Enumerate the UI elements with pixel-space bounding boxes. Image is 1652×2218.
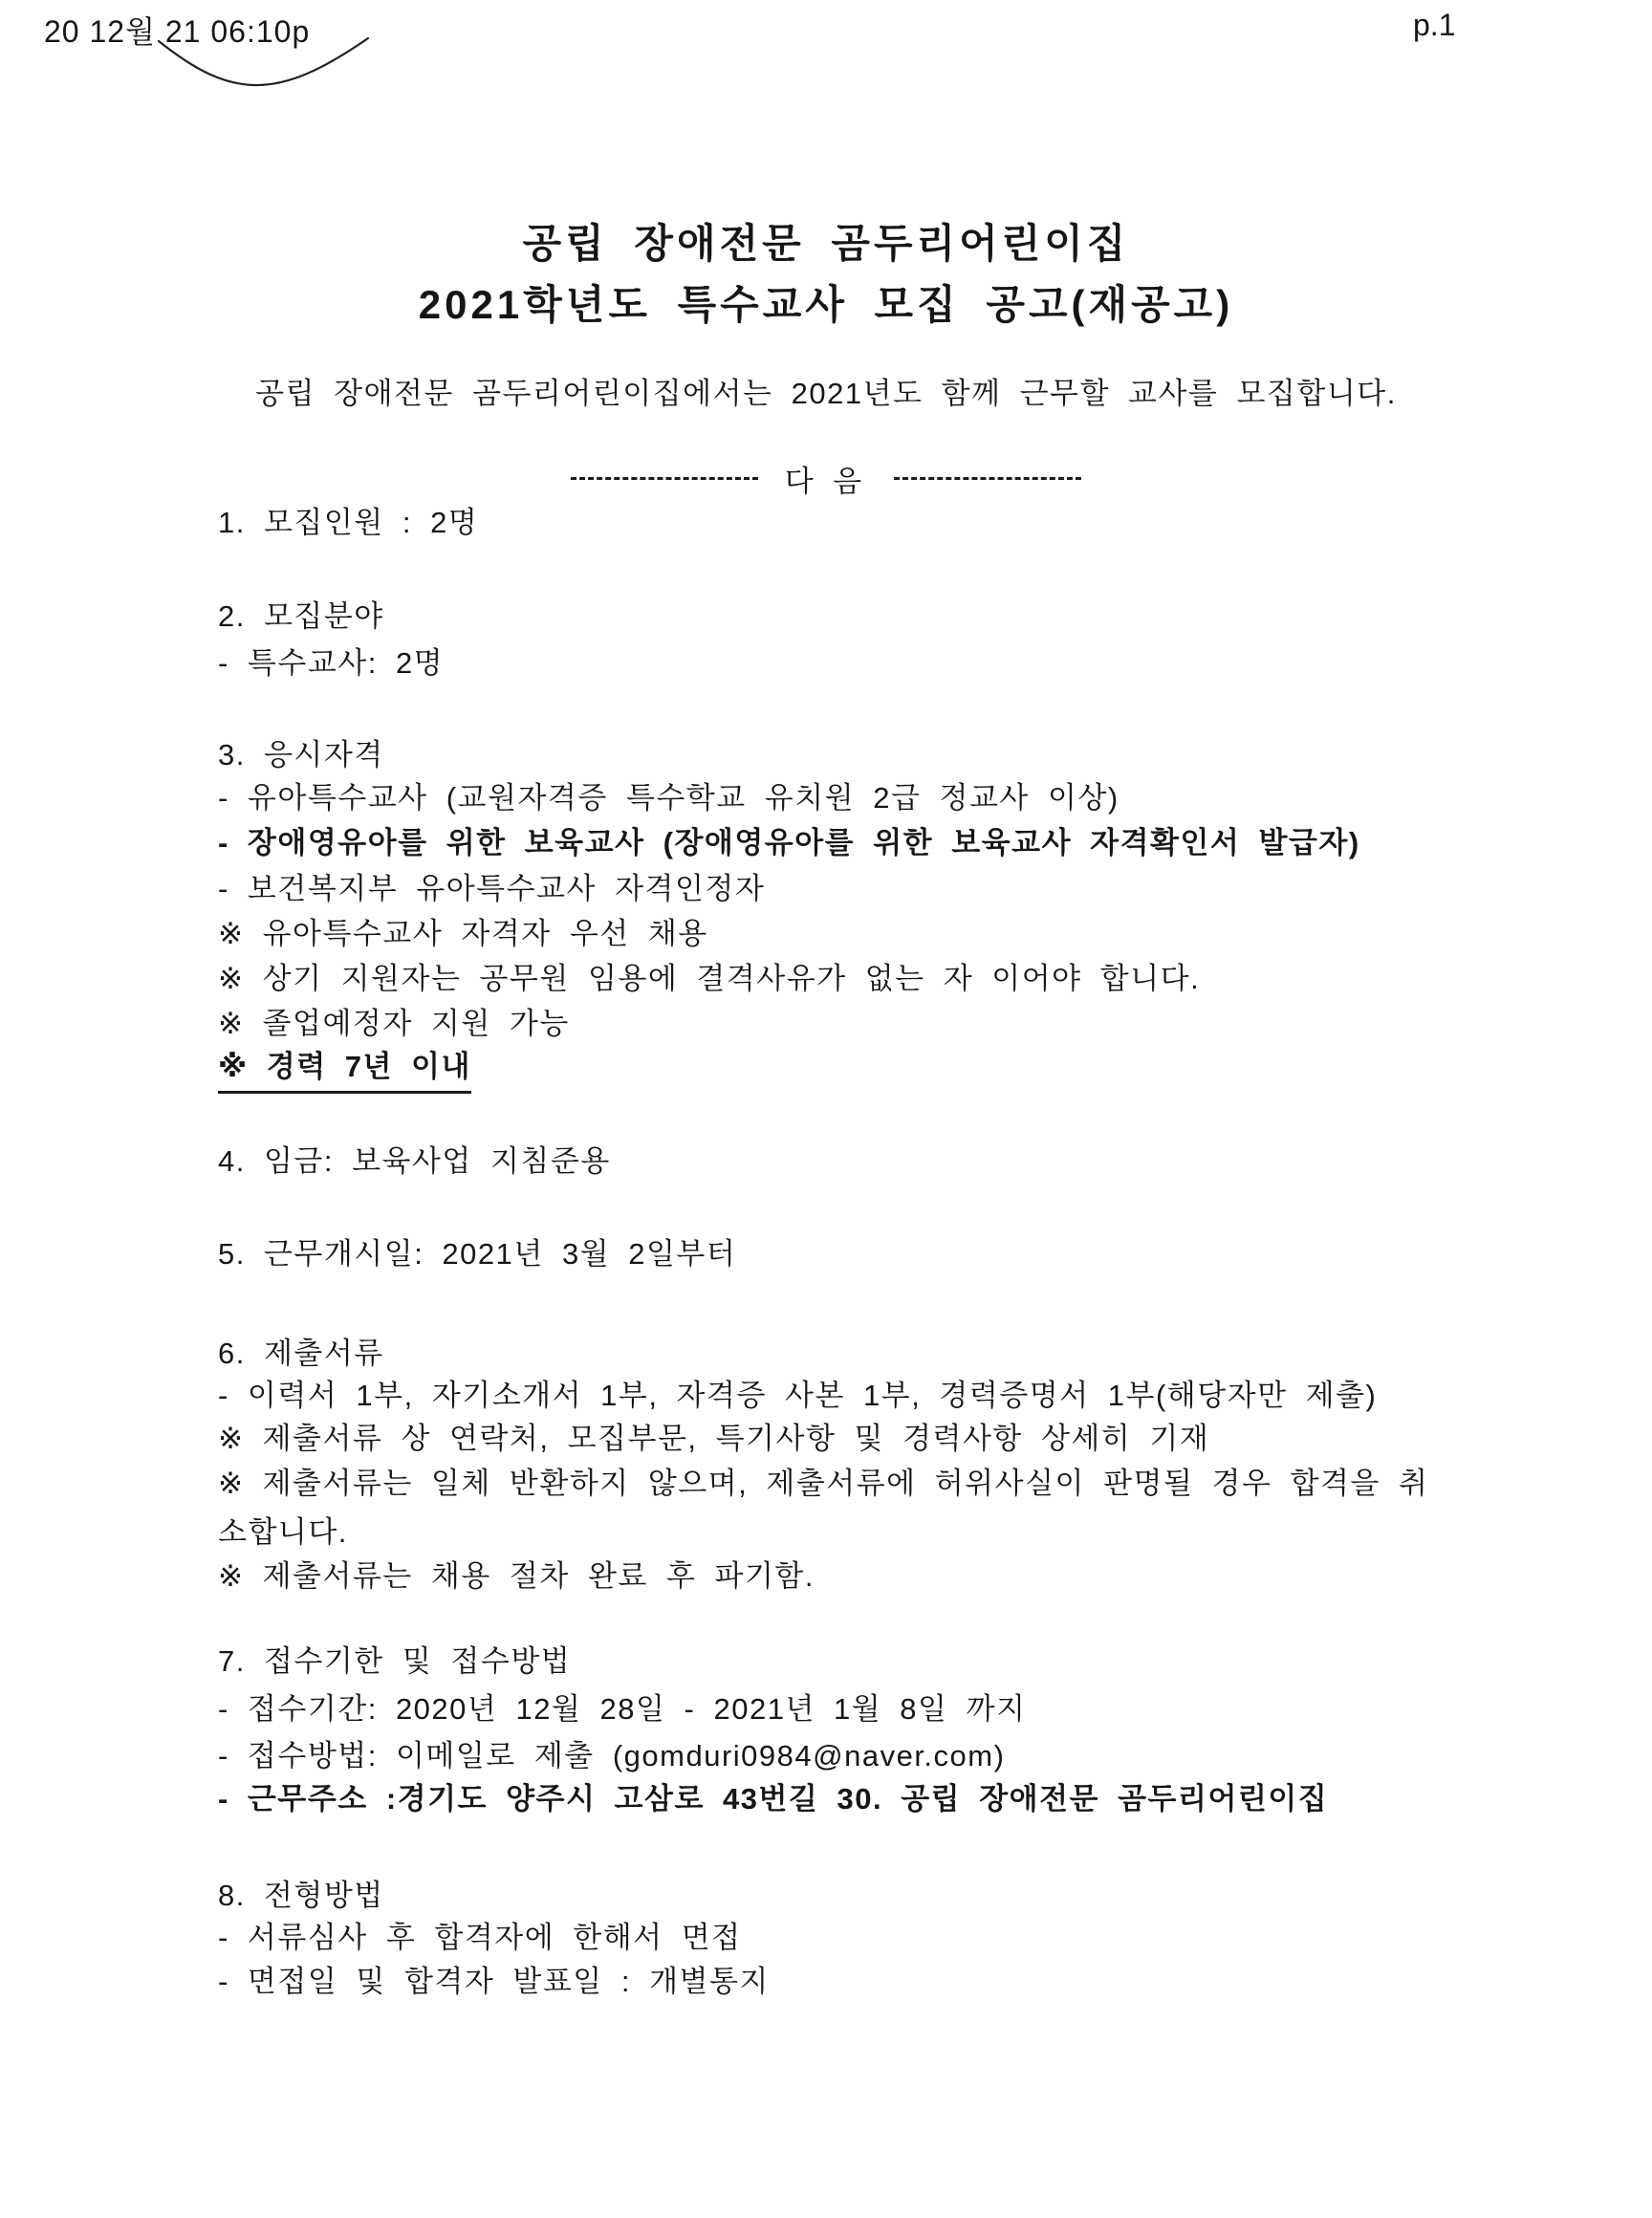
section-7-line-2: - 접수방법: 이메일로 제출 (gomduri0984@naver.com) xyxy=(218,1739,1006,1772)
scan-artifact-curve xyxy=(153,34,375,92)
intro-sentence: 공립 장애전문 곰두리어린이집에서는 2021년도 함께 근무할 교사를 모집합니다. xyxy=(255,377,1397,410)
section-2-title: 2. 모집분야 xyxy=(218,599,384,633)
section-5-title: 5. 근무개시일: 2021년 3월 2일부터 xyxy=(218,1237,737,1271)
divider-dash-left xyxy=(571,477,758,480)
divider-dash-right xyxy=(894,477,1081,480)
section-8-line-1: - 서류심사 후 합격자에 한해서 면접 xyxy=(218,1921,742,1954)
section-6-line-2: ※ 제출서류 상 연락처, 모집부문, 특기사항 및 경력사항 상세히 기재 xyxy=(218,1422,1210,1455)
fax-timestamp: 20 12월 21 06:10p xyxy=(44,14,311,49)
section-3-line-4: ※ 유아특수교사 자격자 우선 채용 xyxy=(218,917,708,950)
section-3-line-6: ※ 졸업예정자 지원 가능 xyxy=(218,1007,570,1040)
section-8-line-2: - 면접일 및 합격자 발표일 : 개별통지 xyxy=(218,1965,770,1998)
daeum-divider xyxy=(0,457,1652,500)
section-3-line-2: - 장애영유아를 위한 보육교사 (장애영유아를 위한 보육교사 자격확인서 발급자) xyxy=(218,826,1360,859)
section-6-title: 6. 제출서류 xyxy=(218,1337,384,1370)
section-7-line-1: - 접수기간: 2020년 12월 28일 - 2021년 1월 8일 까지 xyxy=(218,1692,1027,1726)
divider-label: 다 음 xyxy=(784,465,868,498)
section-2-line-1: - 특수교사: 2명 xyxy=(218,646,445,680)
section-3-line-7: ※ 경력 7년 이내 xyxy=(218,1042,471,1094)
section-3-title: 3. 응시자격 xyxy=(218,738,384,772)
section-4-title: 4. 임금: 보육사업 지침준용 xyxy=(218,1144,611,1178)
section-6-line-4: 소합니다. xyxy=(218,1515,348,1549)
section-3-line-3: - 보건복지부 유아특수교사 자격인정자 xyxy=(218,872,766,905)
section-3-line-1: - 유아특수교사 (교원자격증 특수학교 유치원 2급 정교사 이상) xyxy=(218,781,1119,815)
document-title-line1: 공립 장애전문 곰두리어린이집 xyxy=(522,221,1130,266)
section-6-line-5: ※ 제출서류는 채용 절차 완료 후 파기함. xyxy=(218,1559,815,1593)
fax-page-number: p.1 xyxy=(1413,8,1456,42)
section-1-title: 1. 모집인원 : 2명 xyxy=(218,506,479,539)
document-title-line2: 2021학년도 특수교사 모집 공고(재공고) xyxy=(418,282,1234,327)
section-7-title: 7. 접수기한 및 접수방법 xyxy=(218,1644,572,1678)
section-6-line-1: - 이력서 1부, 자기소개서 1부, 자격증 사본 1부, 경력증명서 1부(해당자만 제출) xyxy=(218,1379,1378,1412)
section-7-line-3: - 근무주소 :경기도 양주시 고삼로 43번길 30. 공립 장애전문 곰두리어린이집 xyxy=(218,1782,1329,1816)
section-6-line-3: ※ 제출서류는 일체 반환하지 않으며, 제출서류에 허위사실이 판명될 경우 합격을 취 xyxy=(218,1467,1429,1500)
section-8-title: 8. 전형방법 xyxy=(218,1879,384,1912)
section-3-line-5: ※ 상기 지원자는 공무원 임용에 결격사유가 없는 자 이어야 합니다. xyxy=(218,962,1201,995)
